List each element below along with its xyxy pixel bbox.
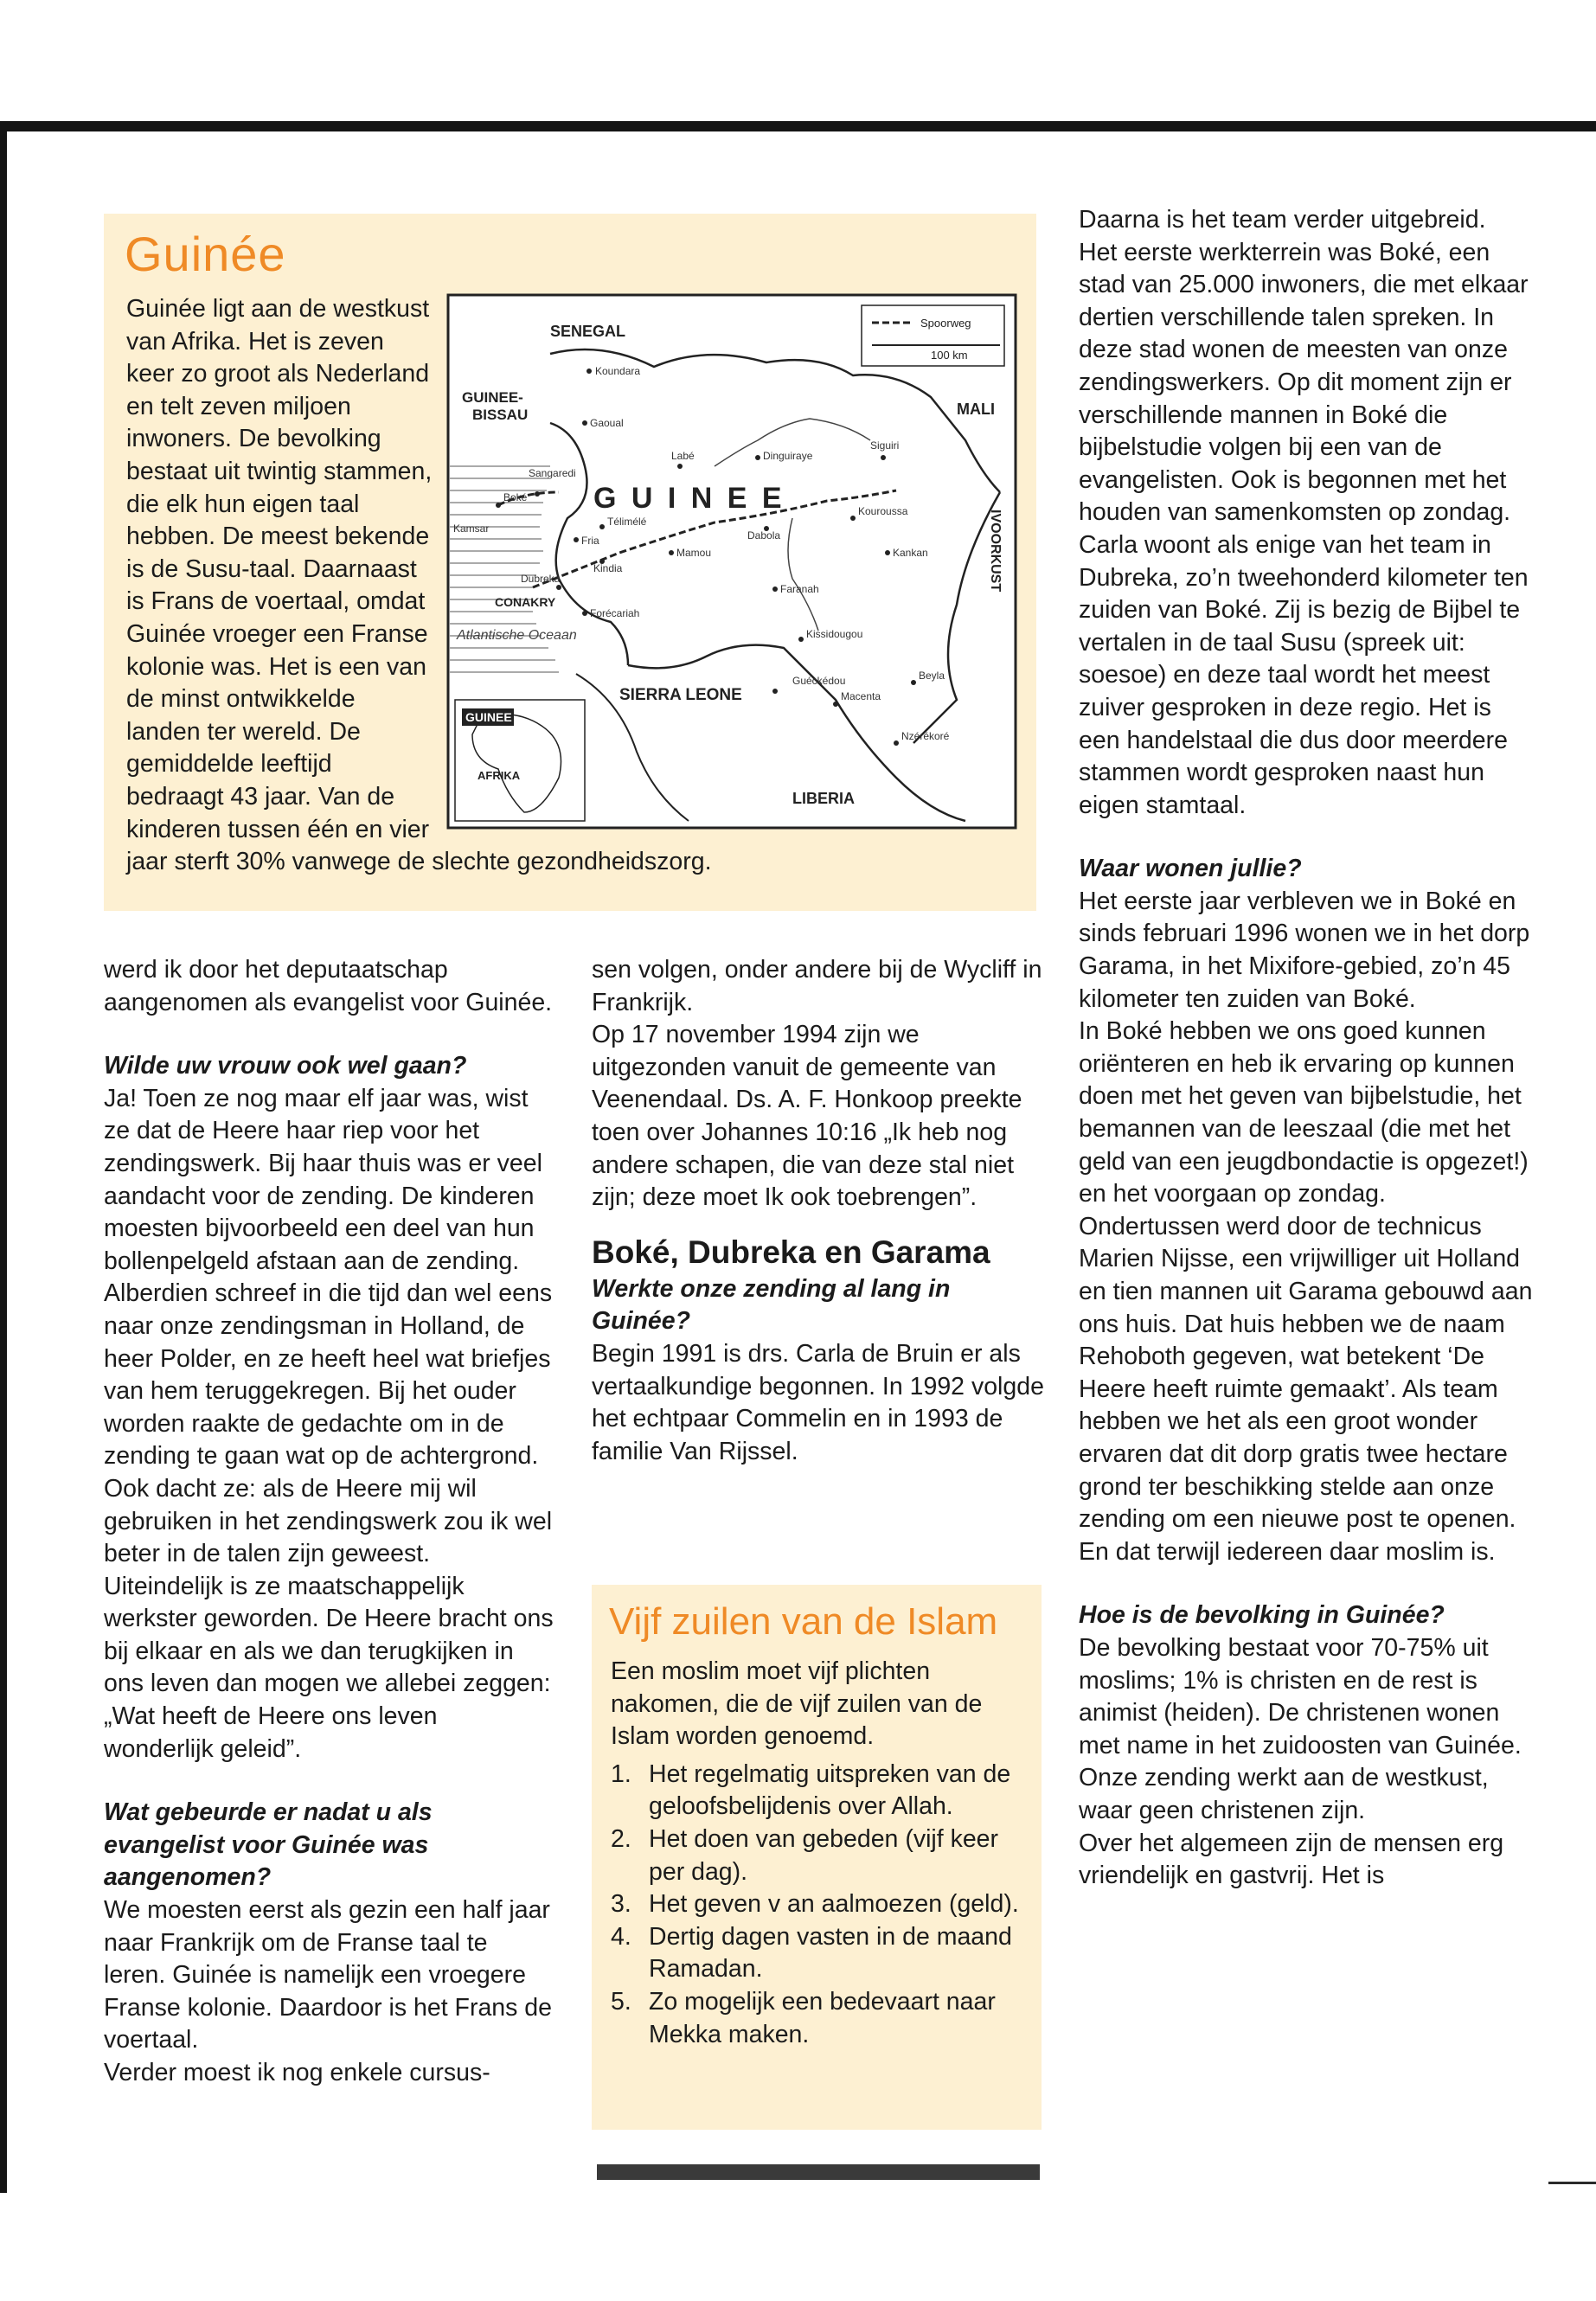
list-item [611,1759,1026,1823]
section-title-boke: Boké, Dubreka en Garama [592,1234,990,1270]
col1-answer-2b: Verder moest ik nog enkele cursus- [104,2059,490,2086]
list-item-number: 4. [611,1922,631,1951]
col3-paragraph-1: Daarna is het team verder uitgebreid. [1079,206,1486,234]
label-senegal: SENEGAL [550,323,626,340]
col1-question-2: Wat gebeurde er nadat u als evangelist voor Guinée was aangenomen? [104,1798,433,1892]
town-telimele: Télimélé [607,516,647,528]
town-mamou: Mamou [676,547,712,559]
town-kankan: Kankan [893,547,928,559]
list-item-text: Het geven v an aalmoezen (geld). [649,1890,1019,1919]
col3-answer-2b: Over het algemeen zijn de mensen erg vriendelijk en gastvrij. Het is [1079,1829,1504,1890]
town-dinguiraye: Dinguiraye [763,450,813,462]
list-item-number: 5. [611,1987,631,2016]
label-mali: MALI [957,401,995,418]
guinea-map-svg [446,293,1017,830]
col1-intro: werd ik door het deputaatschap aangenomen als evangelist voor Guinée. [104,956,553,1016]
guinea-map [446,293,1017,830]
islam-info-box [592,1585,1042,2130]
list-item-text: Het regelmatig uitspreken van de geloofsbelijdenis over Allah. [649,1759,1011,1821]
col2-paragraph-1: sen volgen, onder andere bij de Wycliff in Frankrijk. [592,956,1042,1016]
col3-paragraph-3: Carla woont als enige van het team in Dubreka, zo’n tweehonderd kilometer ten zuiden van Boké. Zij is bezig de Bijbel te vertalen in de taal Susu (spreek uit: soesoe) en deze taal wordt het meest zuiver gesproken in deze regio. Het is een handelstaal die dus door meerdere stammen wordt gesproken naast hun eigen stamtaal. [1079,530,1529,819]
inset-country-label: GUINEE [465,710,512,724]
column-1 [104,954,554,2090]
top-rule [0,121,1596,131]
col1-question-1: Wilde uw vrouw ook wel gaan? [104,1052,467,1080]
list-item [611,1823,1026,1888]
town-siguiri: Siguiri [870,439,900,452]
town-boke: Boké [503,491,528,503]
guinee-box-title: Guinée [125,227,286,281]
legend-scale-label: 100 km [931,349,968,362]
label-ivoorkust: IVOORKUST [988,510,1003,593]
list-item-number: 3. [611,1890,631,1919]
list-item-number: 2. [611,1824,631,1853]
town-kouroussa: Kouroussa [858,505,908,517]
town-kindia: Kindia [593,562,623,574]
label-conakry: CONAKRY [495,595,556,609]
town-gueckedou: Guéckédou [792,675,846,687]
list-item-text: Zo mogelijk een bedevaart naar Mekka maken. [649,1987,996,2048]
town-fria: Fria [581,535,599,547]
col3-answer-1b: In Boké hebben we ons goed kunnen oriënteren en heb ik ervaring op kunnen doen met het geven van bijbelstudie, het bemannen van de leeszaal (die met het geld van een jeugdbondactie is opgezet!) en het voorgaan op zondag. [1079,1017,1529,1208]
column-3 [1079,204,1535,1893]
col2-answer: Begin 1991 is drs. Carla de Bruin er als vertaalkundige begonnen. In 1992 volgde het echtpaar Commelin en in 1993 de familie Van Rijssel. [592,1339,1044,1465]
col3-paragraph-2: Het eerste werkterrein was Boké, een stad van 25.000 inwoners, die met elkaar dertien verschillende talen spreken. In deze stad wonen de meesten van onze zendingswerkers. Op dit moment zijn er verschillende mannen in Boké die bijbelstudie volgen bij een van de evangelisten. Ook is begonnen met het houden van samenkomsten op zondag. [1079,238,1529,527]
label-sierra-leone: SIERRA LEONE [619,686,742,704]
col2-paragraph-2: Op 17 november 1994 zijn we uitgezonden vanuit de gemeente van Veenendaal. Ds. A. F. Honkoop preekte toen over Johannes 10:16 „Ik heb nog andere schapen, die van deze stal niet zijn; deze moet Ik ook toebrengen”. [592,1021,1022,1212]
col3-question-1: Waar wonen jullie? [1079,855,1302,883]
col3-answer-1: Het eerste jaar verbleven we in Boké en sinds februari 1996 wonen we in het dorp Garama, in het Mixifore-gebied, zo’n 45 kilometer ten zuiden van Boké. [1079,887,1530,1013]
list-item-number: 1. [611,1759,631,1788]
guinee-info-box [104,214,1036,911]
list-item [611,1986,1026,2051]
town-macenta: Macenta [841,690,881,702]
col2-question: Werkte onze zending al lang in Guinée? [592,1274,951,1336]
left-rule [0,121,7,2193]
town-koundara: Koundara [595,365,641,377]
col1-answer-2: We moesten eerst als gezin een half jaar naar Frankrijk om de Franse taal te leren. Guinée is namelijk een vroegere Franse kolonie. Daardoor is het Frans de voertaal. [104,1896,553,2054]
list-item [611,1921,1026,1986]
guinee-box-paragraph: Guinée ligt aan de westkust van Afrika. Het is zeven keer zo groot als Nederland en telt zeven miljoen inwoners. De bevolking bestaat uit twintig stammen, die elk hun eigen taal hebben. De meest bekende is de Susu-taal. Daarnaast is Frans de voertaal, omdat Guinée vroeger een Franse kolonie was. Het is een van de minst ontwikkelde landen ter wereld. De gemiddelde leeftijd bedraagt 43 jaar. Van de kinderen tussen één en vier jaar sterft 30% vanwege de slechte gezondheidszorg. [126,295,712,876]
islam-box-intro: Een moslim moet vijf plichten nakomen, die de vijf zuilen van de Islam worden genoemd. [611,1657,983,1751]
label-guinee-bissau: GUINEE-BISSAU [462,389,529,423]
label-sea: Atlantische Oceaan [457,628,577,643]
col3-question-2: Hoe is de bevolking in Guinée? [1079,1601,1445,1630]
list-item [611,1888,1026,1921]
inset-continent-label: AFRIKA [478,769,521,782]
town-faranah: Faranah [780,583,819,595]
town-kissidougou: Kissidougou [806,628,863,640]
label-guinee: G U I N E E [593,482,785,515]
col1-answer-1: Ja! Toen ze nog maar elf jaar was, wist ze dat de Heere haar riep voor het zendingswerk. Bij haar thuis was er veel aandacht voor de zending. De kinderen moesten bijvoorbeeld een deel van hun bollenpelgeld afstaan aan de zending. Alberdien schreef in die tijd dan wel eens naar onze zendingsman in Holland, de heer Polder, en ze heeft heel wat briefjes van hem teruggekregen. Bij het ouder worden raakte de gedachte om in de zending te gaan wat op de achtergrond. Ook dacht ze: als de Heere mij wil gebruiken in het zendingswerk zou ik wel beter in de talen zijn geweest. Uiteindelijk is ze maatschappelijk werkster geworden. De Heere bracht ons bij elkaar en als we dan terugkijken in ons leven dan mogen we allebei zeggen: „Wat heeft de Heere ons leven wonderlijk geleid”. [104,1084,554,1763]
label-liberia: LIBERIA [792,790,855,807]
col3-answer-1c: Ondertussen werd door de technicus Marien Nijsse, een vrijwilliger uit Holland en tien mannen uit Garama gebouwd aan ons huis. Dat huis hebben we de naam Rehoboth gegeven, wat betekent ‘De Heere heeft ruimte gemaakt’. Als team hebben we het als een groot wonder ervaren dat dit dorp gratis twee hectare grond ter beschikking stelde aan onze zending om een nieuwe post te openen. En dat terwijl iedereen daar moslim is. [1079,1212,1533,1566]
town-forecariah: Forécariah [590,607,640,619]
town-nzerekore: Nzérékoré [901,730,950,742]
list-item-text: Dertig dagen vasten in de maand Ramadan. [649,1922,1012,1984]
islam-box-body [611,1656,1026,2051]
town-dubreka: Dubreka [521,573,561,585]
islam-box-title: Vijf zuilen van de Islam [609,1600,998,1643]
town-labe: Labé [671,450,695,462]
column-2 [592,954,1045,1468]
legend-railway-label: Spoorweg [920,317,971,330]
guinee-box-text-area [126,293,1017,879]
town-dabola: Dabola [747,529,781,542]
bottom-bar [597,2164,1040,2180]
list-item-text: Het doen van gebeden (vijf keer per dag). [649,1824,999,1886]
town-gaoual: Gaoual [590,417,624,429]
town-sangaredi: Sangaredi [529,467,576,479]
town-beyla: Beyla [919,670,945,682]
town-kamsar: Kamsar [453,522,490,535]
col3-answer-2: De bevolking bestaat voor 70-75% uit moslims; 1% is christen en de rest is animist (heiden). De christenen wonen met name in het zuidoosten van Guinée. Onze zending werkt aan de westkust, waar geen christenen zijn. [1079,1633,1522,1824]
islam-pillars-list [611,1759,1026,2051]
right-edge-mark [1548,2182,1596,2184]
